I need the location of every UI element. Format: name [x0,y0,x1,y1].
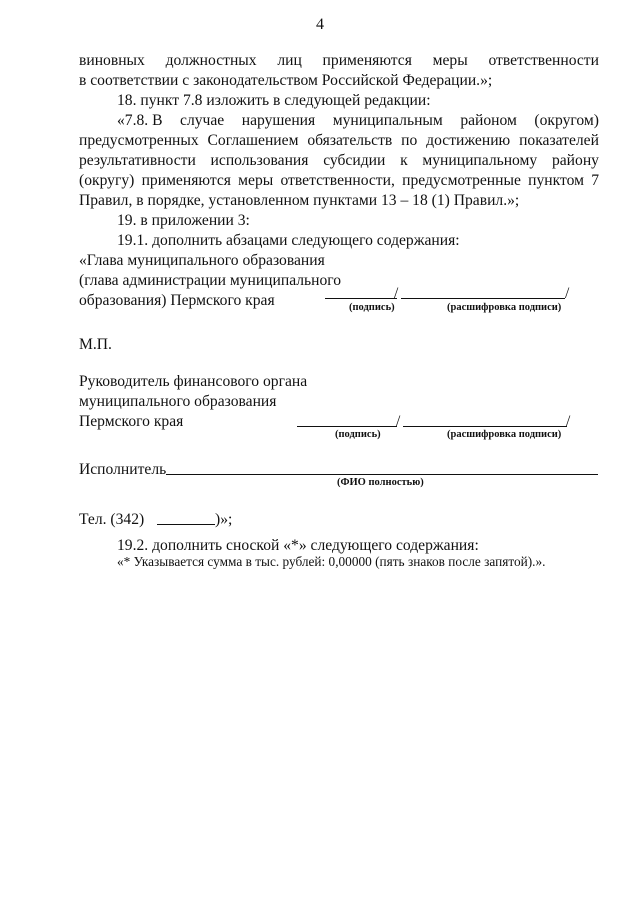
finance-title-line-2: муниципального образования [79,393,277,410]
word: меры [432,52,468,69]
word: предусмотренные [402,172,521,189]
phone-line [157,524,215,525]
word: меры [238,172,274,189]
word: (округом) [534,112,599,129]
head-title-line-2: (глава администрации муниципального [79,272,342,289]
slash: / [394,285,399,302]
phone-suffix: )»; [215,511,233,528]
word: виновных [79,52,145,69]
word: использования [210,152,309,169]
word: достижению [426,132,511,149]
word: 7 [591,172,599,189]
word: районом [460,112,517,129]
word: району [551,152,599,169]
page-number: 4 [316,16,324,33]
paragraph-2: 18. пункт 7.8 изложить в следующей редакции: [117,92,431,109]
decoding-caption: (расшифровка подписи) [447,429,562,440]
decoding-caption: (расшифровка подписи) [447,302,562,313]
word: лиц [277,52,302,69]
word: муниципальному [422,152,538,169]
word: (округу) [79,172,135,189]
word: случае [180,112,225,129]
footnote-text: «* Указывается сумма в тыс. рублей: 0,00000 (пять знаков после запятой).». [117,554,546,569]
stamp-place: М.П. [79,336,112,353]
word: предусмотренных [79,132,199,149]
word: ответственности, [280,172,395,189]
slash: / [396,413,401,430]
head-title-line-1: «Глава муниципального образования [79,252,325,269]
finance-title-line-1: Руководитель финансового органа [79,373,308,390]
word: нарушения [241,112,316,129]
word: «7.8. В [117,112,163,129]
paragraph-1-line-2: в соответствии с законодательством Российской Федерации.»; [79,72,493,89]
word: Соглашением [207,132,299,149]
fio-caption: (ФИО полностью) [337,477,424,488]
slash: / [565,285,570,302]
paragraph-4: 19. в приложении 3: [117,212,250,229]
executor-label: Исполнитель [79,461,167,478]
signature-line [297,426,397,427]
word: субсидии [323,152,386,169]
signature-caption: (подпись) [349,302,395,313]
phone-prefix: Тел. (342) [79,511,145,528]
decoding-line [403,426,567,427]
paragraph-8: 19.2. дополнить сноской «*» следующего содержания: [117,537,479,554]
signature-caption: (подпись) [335,429,381,440]
word: пунктом [528,172,584,189]
word: результативности [79,152,196,169]
paragraph-3-line-3 [79,151,599,171]
executor-line [166,474,598,475]
word: муниципальным [332,112,443,129]
signature-line [325,298,397,299]
word: применяются [322,52,412,69]
paragraph-1-line-1 [79,51,599,71]
word: должностных [165,52,257,69]
word: применяются [141,172,231,189]
word: обязательств [307,132,393,149]
finance-title-line-3: Пермского края [79,413,184,430]
word: ответственности [488,52,599,69]
word: по [401,132,418,149]
decoding-line [401,298,565,299]
paragraph-3-line-2 [79,131,599,151]
slash: / [566,413,571,430]
word: к [400,152,408,169]
paragraph-3-line-1 [117,111,599,131]
paragraph-3-line-4 [79,171,599,191]
word: показателей [519,132,599,149]
paragraph-5: 19.1. дополнить абзацами следующего содержания: [117,232,460,249]
head-title-line-3: образования) Пермского края [79,292,275,309]
paragraph-3-line-5: Правил, в порядке, установленном пунктами 13 – 18 (1) Правил.»; [79,192,520,209]
